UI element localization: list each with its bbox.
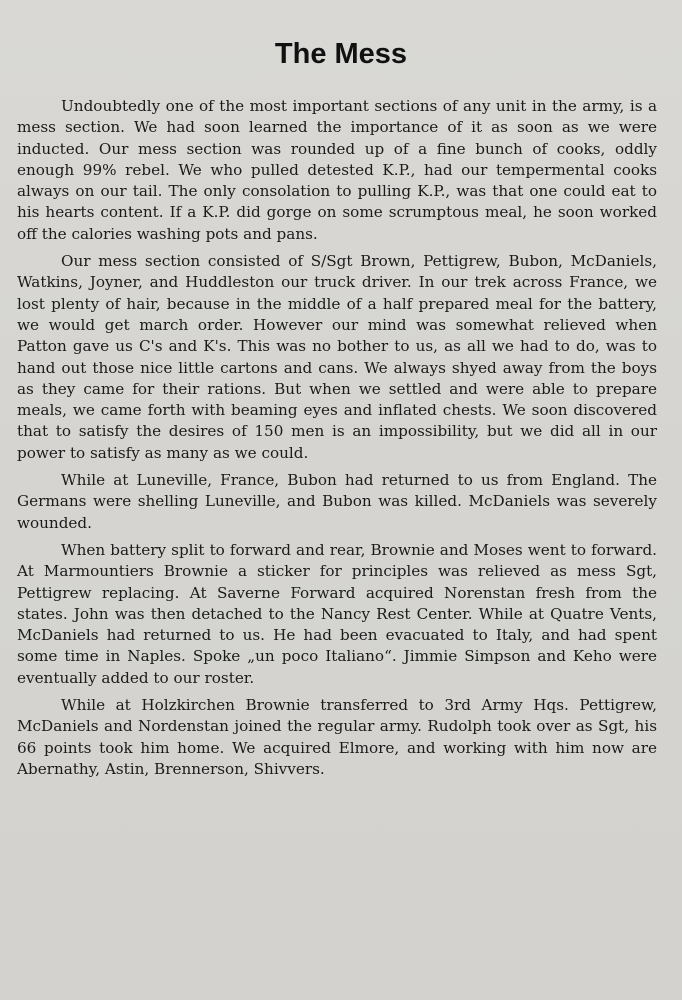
paragraph-mess-section-members: Our mess section consisted of S/Sgt Brown, Pettigrew, Bubon, McDaniels, Watkins, Joyner, and Huddleston our truck driver. In our trek across France, we lost plenty of hair, because in the middle of a half prepared meal for the battery, we would get march order. However our mind was somewhat relieved when Patton gave us C's and K's. This was no bother to us, as all we had to do, was to hand out those nice little cartons and cans. We always shyed away from the boys as they came for their rations. But when we settled and were able to prepare meals, we came forth with beaming eyes and inflated chests. We soon discovered that to satisfy the desires of 150 men is an impossibility, but we did all in our power to satisfy as many as we could. bbox=[17, 252, 657, 462]
paragraph-holzkirchen: While at Holzkirchen Brownie transferred to 3rd Army Hqs. Pettigrew, McDaniels and Nordenstan joined the regular army. Rudolph took over as Sgt, his 66 points took him home. We acquired Elmore, and working with him now are Abernathy, Astin, Brennerson, Shivvers. bbox=[17, 696, 657, 778]
paragraph-luneville: While at Luneville, France, Bubon had returned to us from England. The Germans were shelling Luneville, and Bubon was killed. McDaniels was severely wounded. bbox=[17, 471, 657, 532]
paragraph-battery-split: When battery split to forward and rear, Brownie and Moses went to forward. At Marmountiers Brownie a sticker for principles was relieved as mess Sgt, Pettigrew replacing. At Saverne Forward acquired Norenstan fresh from the states. John was then detached to the Nancy Rest Center. While at Quatre Vents, McDaniels had returned to us. He had been evacuated to Italy, and had spent some time in Naples. Spoke „un poco Italiano“. Jimmie Simpson and Keho were eventually added to our roster. bbox=[17, 540, 657, 687]
article-body bbox=[17, 96, 657, 786]
page-title: The Mess bbox=[274, 38, 408, 70]
paragraph-mess-importance: Undoubtedly one of the most important sections of any unit in the army, is a mess section. We had soon learned the importance of it as soon as we were inducted. Our mess section was rounded up of a fine bunch of cooks, oddly enough 99% rebel. We who pulled detested K.P., had our tempermental cooks always on our tail. The only consolation to pulling K.P., was that one could eat to his hearts content. If a K.P. did gorge on some scrumptous meal, he soon worked off the calories washing pots and pans. bbox=[17, 97, 657, 243]
